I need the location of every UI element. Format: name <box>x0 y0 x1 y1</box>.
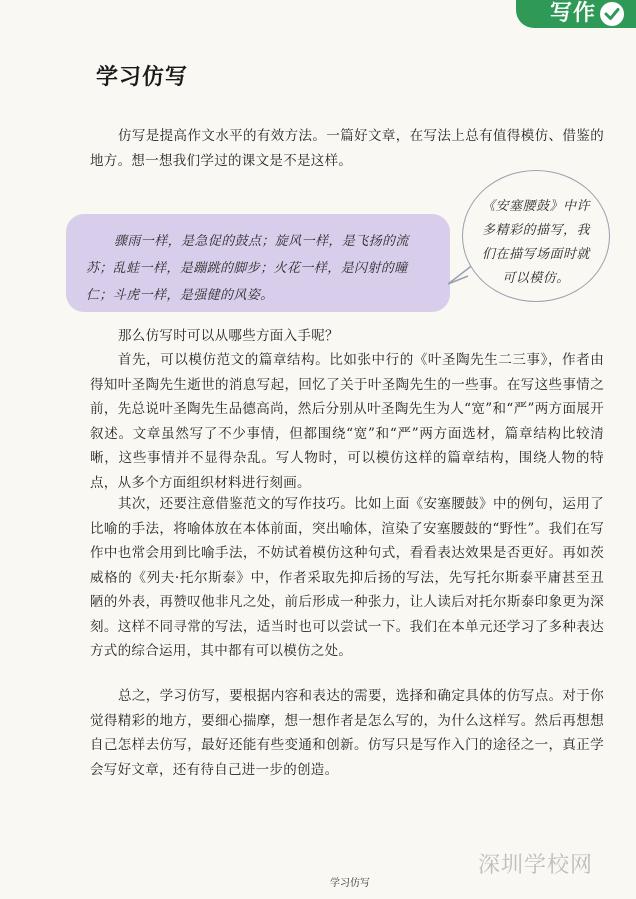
body-paragraph: 总之，学习仿写，要根据内容和表达的需要，选择和确定具体的仿写点。对于你觉得精彩的地方，要细心揣摩，想一想作者是怎么写的，为什么这样写。然后再想想自己怎样去仿写，最好还能有些变通和创新。仿写只是写作入门的途径之一，真正学会写好文章，还有待自己进一步的创造。 <box>90 688 604 778</box>
check-icon <box>600 2 624 26</box>
body-paragraph: 其次，还要注意借鉴范文的写作技巧。比如上面《安塞腰鼓》中的例句，运用了比喻的手法，将喻体放在本体前面，突出喻体，渲染了安塞腰鼓的“野性”。我们在写作中也常会用到比喻手法，不妨试着模仿这种句式，看看表达效果是否更好。再如茨威格的《列夫·托尔斯泰》中，作者采取先抑后扬的写法，先写托尔斯泰平庸甚至丑陋的外表，再赞叹他非凡之处，前后形成一种张力，让人读后对托尔斯泰印象更为深刻。这样不同寻常的写法，适当时也可以尝试一下。我们在本单元还学习了多种表达方式的综合运用，其中都有可以模仿之处。 <box>90 496 604 659</box>
intro-paragraph: 仿写是提高作文水平的有效方法。一篇好文章，在写法上总有值得模仿、借鉴的地方。想一想我们学过的课文是不是这样。 <box>90 128 604 169</box>
body-paragraph: 那么仿写时可以从哪些方面入手呢？ <box>118 328 339 344</box>
section-header-tab <box>516 0 636 28</box>
body-paragraph: 首先，可以模仿范文的篇章结构。比如张中行的《叶圣陶先生二三事》，作者由得知叶圣陶先生逝世的消息写起，回忆了关于叶圣陶先生的一些事。在写这些事情之前，先总说叶圣陶先生品德高尚，然后分别从叶圣陶先生为人“宽”和“严”两方面展开叙述。文章虽然写了不少事情，但都围绕“宽”和“严”两方面选材，篇章结构比较清晰，这些事情并不显得杂乱。写人物时，可以模仿这样的篇章结构，围绕人物的特点，从多个方面组织材料进行刻画。 <box>90 352 604 491</box>
watermark: 深圳学校网 <box>478 853 594 878</box>
page-title: 学习仿写 <box>96 65 189 90</box>
example-quote-box: 骤雨一样，是急促的鼓点；旋风一样，是飞扬的流苏；乱蛙一样，是蹦跳的脚步；火花一样，是闪射的瞳仁；斗虎一样，是强健的风姿。 <box>66 214 450 312</box>
speech-bubble: 《安塞腰鼓》中许多精彩的描写，我们在描写场面时就可以模仿。 <box>462 170 610 302</box>
section-header-label: 写作 <box>549 1 596 26</box>
page-footer: 学习仿写 <box>330 878 370 889</box>
